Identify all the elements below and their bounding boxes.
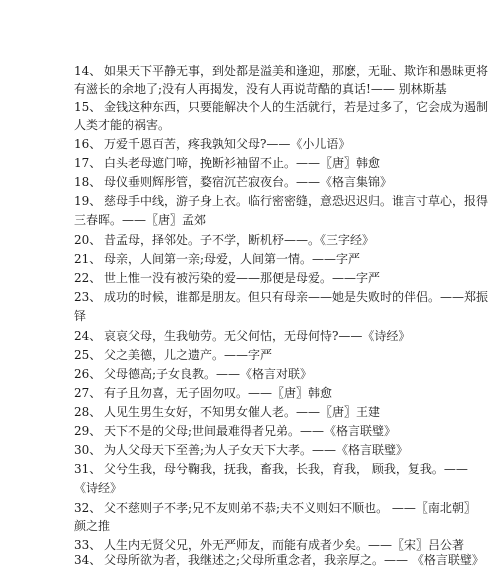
quote-number: 25、: [74, 348, 102, 362]
quote-line: [74, 553, 484, 567]
quote-line: [74, 501, 476, 515]
quote-text: 如果天下平静无事，到处都是溢美和逢迎，那麽，无耻、欺诈和愚昧更将: [104, 64, 489, 78]
quote-text: 人见生男生女好，不知男女催人老。——〖唐〗王建: [104, 405, 381, 419]
quote-text: 万爱千恩百苦，疼我孰知父母?——《小儿语》: [104, 137, 351, 151]
quote-number: 32、: [74, 501, 102, 515]
quote-text: 母仪垂则辉彤管，婺宿沉芒寂夜台。——《格言集锦》: [104, 175, 393, 189]
quote-text: 有子且勿喜，无子固勿叹。——〖唐〗韩愈: [104, 386, 333, 400]
quote-line: [74, 329, 434, 343]
quote-number: 28、: [74, 405, 102, 419]
quote-number: 20、: [74, 233, 102, 247]
quote-text: 父不慈则子不孝;兄不友则弟不恭;夫不义则妇不顺也。 ——〖南北朝〗: [104, 501, 476, 515]
quote-continuation: [74, 213, 434, 227]
quote-line: [74, 538, 465, 552]
quote-number: 14、: [74, 64, 102, 78]
quote-text: 昔孟母，择邻处。子不学，断机杼——。《三字经》: [104, 233, 375, 247]
quote-text: 天下不是的父母;世间最难得者兄弟。——《格言联璧》: [104, 424, 397, 438]
quote-continuation: [74, 309, 434, 323]
quote-text: 人生内无贤父兄，外无严师友，而能有成者少矣。——〖宋〗吕公著: [104, 538, 465, 552]
quote-continuation: [74, 481, 434, 495]
quote-line: [74, 367, 434, 381]
quote-number: 23、: [74, 290, 102, 304]
quote-line: [74, 462, 468, 476]
quote-text: 有滋长的余地了;没有人再揭发，没有人再说苛酷的真话!—— 别林斯基: [74, 82, 447, 96]
quote-number: 16、: [74, 137, 102, 151]
quote-continuation: [74, 519, 434, 533]
quote-text: 三春晖。——〖唐〗孟郊: [74, 213, 207, 227]
quote-line: [74, 233, 434, 247]
quote-line: [74, 443, 434, 457]
quote-number: 15、: [74, 100, 102, 114]
quote-continuation: [74, 82, 447, 96]
quote-text: 人类才能的祸害。: [74, 118, 171, 132]
quote-text: 父母所欲为者，我继述之;父母所重念者，我亲厚之。—— 《格言联璧》: [104, 553, 484, 567]
quote-line: [74, 405, 434, 419]
quote-text: 父母德高;子女良教。——《格言对联》: [104, 367, 313, 381]
quote-line: [74, 386, 434, 400]
quote-number: 17、: [74, 156, 102, 170]
quote-number: 19、: [74, 194, 102, 208]
quote-number: 34、: [74, 553, 102, 567]
quote-line: [74, 194, 489, 208]
quote-text: 铎: [74, 309, 87, 323]
quote-number: 18、: [74, 175, 102, 189]
quote-line: [74, 175, 434, 189]
quote-number: 24、: [74, 329, 102, 343]
quote-text: 慈母手中线，游子身上衣。临行密密缝，意恐迟迟归。谁言寸草心，报得: [104, 194, 489, 208]
quote-line: [74, 348, 434, 362]
quote-text: 母亲，人间第一亲;母爱，人间第一情。——字严: [104, 252, 361, 266]
quote-text: 父兮生我，母兮鞠我，抚我，畜我，长我，育我， 顾我，复我。——: [104, 462, 468, 476]
quote-number: 31、: [74, 462, 102, 476]
quote-text: 哀哀父母，生我劬劳。无父何怙，无母何恃?——《诗经》: [104, 329, 411, 343]
quote-number: 33、: [74, 538, 102, 552]
quote-number: 21、: [74, 252, 102, 266]
quote-line: [74, 290, 489, 304]
quote-line: [74, 156, 434, 170]
quote-line: [74, 252, 434, 266]
quote-continuation: [74, 118, 434, 132]
quote-number: 30、: [74, 443, 102, 457]
quote-text: 为人父母天下至善;为人子女天下大孝。——《格言联璧》: [104, 443, 409, 457]
quote-line: [74, 100, 489, 114]
quote-number: 29、: [74, 424, 102, 438]
quote-number: 27、: [74, 386, 102, 400]
quote-line: [74, 64, 489, 78]
quote-line: [74, 137, 434, 151]
quote-text: 《诗经》: [74, 481, 123, 495]
quote-text: 白头老母遮门啼，挽断衫袖留不止。——〖唐〗韩愈: [104, 156, 381, 170]
quote-text: 世上惟一没有被污染的爱——那便是母爱。——字严: [104, 271, 381, 285]
quote-line: [74, 271, 434, 285]
quote-number: 26、: [74, 367, 102, 381]
quote-text: 成功的时候，谁都是朋友。但只有母亲——她是失败时的伴侣。——郑振: [104, 290, 489, 304]
quote-number: 22、: [74, 271, 102, 285]
quote-line: [74, 424, 434, 438]
quote-text: 颜之推: [74, 519, 111, 533]
quote-text: 父之美德，儿之遗产。——字严: [104, 348, 273, 362]
quote-text: 金钱这种东西，只要能解决个人的生活就行，若是过多了，它会成为遏制: [104, 100, 489, 114]
